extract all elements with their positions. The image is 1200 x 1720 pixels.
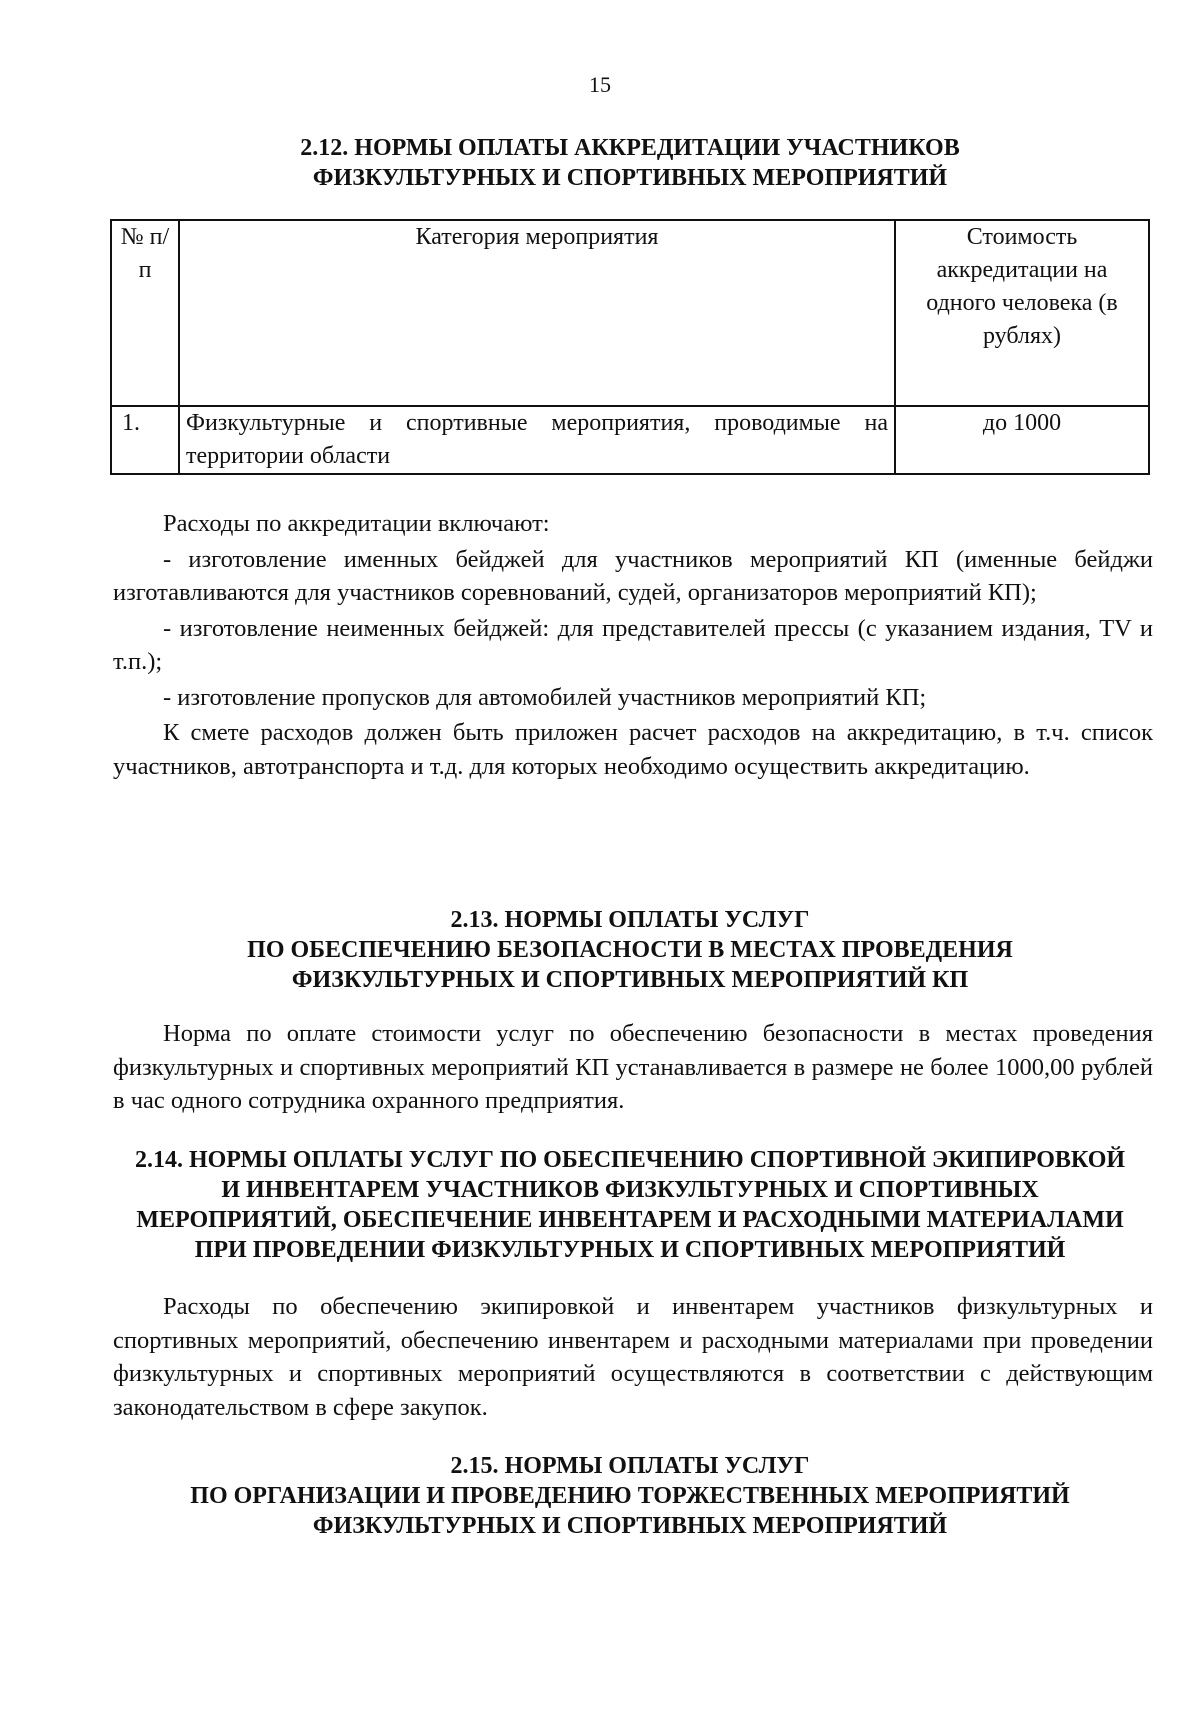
heading-line: ПО ОБЕСПЕЧЕНИЮ БЕЗОПАСНОСТИ В МЕСТАХ ПРОВЕДЕНИЯ bbox=[247, 937, 1013, 963]
row-num: 1. bbox=[111, 406, 179, 474]
row-category: Физкультурные и спортивные мероприятия, проводимые на территории области bbox=[179, 406, 895, 474]
heading-line: 2.14. НОРМЫ ОПЛАТЫ УСЛУГ ПО ОБЕСПЕЧЕНИЮ СПОРТИВНОЙ ЭКИПИРОВКОЙ bbox=[134, 1147, 1126, 1173]
heading-line: 2.12. НОРМЫ ОПЛАТЫ АККРЕДИТАЦИИ УЧАСТНИКОВ bbox=[300, 135, 960, 161]
heading-line: ПО ОРГАНИЗАЦИИ И ПРОВЕДЕНИЮ ТОРЖЕСТВЕННЫХ МЕРОПРИЯТИЙ bbox=[190, 1483, 1070, 1509]
paragraph: К смете расходов должен быть приложен расчет расходов на аккредитацию, в т.ч. список участников, автотранспорта и т.д. для которых необходимо осуществить аккредитацию. bbox=[113, 719, 1153, 780]
heading-line: 2.13. НОРМЫ ОПЛАТЫ УСЛУГ bbox=[450, 907, 810, 933]
page-number: 15 bbox=[589, 72, 611, 97]
section-2-13-body bbox=[113, 1017, 1153, 1118]
section-2-14-body bbox=[113, 1290, 1153, 1424]
section-2-12-body bbox=[113, 507, 1153, 783]
heading-line: ПРИ ПРОВЕДЕНИИ ФИЗКУЛЬТУРНЫХ И СПОРТИВНЫХ МЕРОПРИЯТИЙ bbox=[194, 1237, 1066, 1263]
paragraph: Расходы по аккредитации включают: bbox=[163, 510, 550, 537]
header-category: Категория мероприятия bbox=[179, 220, 895, 406]
heading-line: МЕРОПРИЯТИЙ, ОБЕСПЕЧЕНИЕ ИНВЕНТАРЕМ И РАСХОДНЫМИ МАТЕРИАЛАМИ bbox=[136, 1207, 1124, 1233]
header-cost: Стоимость аккредитации на одного человека (в рублях) bbox=[895, 220, 1149, 406]
table-header-row bbox=[111, 220, 1149, 406]
heading-line: И ИНВЕНТАРЕМ УЧАСТНИКОВ ФИЗКУЛЬТУРНЫХ И СПОРТИВНЫХ bbox=[221, 1177, 1039, 1203]
section-2-13-heading bbox=[110, 905, 1150, 995]
heading-line: ФИЗКУЛЬТУРНЫХ И СПОРТИВНЫХ МЕРОПРИЯТИЙ bbox=[312, 1513, 948, 1539]
paragraph: Норма по оплате стоимости услуг по обеспечению безопасности в местах проведения физкультурных и спортивных мероприятий КП устанавливается в размере не более 1000,00 рублей в час одного сотрудника охранного предприятия. bbox=[113, 1020, 1153, 1114]
row-cost: до 1000 bbox=[895, 406, 1149, 474]
heading-line: 2.15. НОРМЫ ОПЛАТЫ УСЛУГ bbox=[450, 1453, 810, 1479]
accreditation-table bbox=[110, 219, 1150, 475]
paragraph: - изготовление именных бейджей для участников мероприятий КП (именные бейджи изготавливаются для участников соревнований, судей, организаторов мероприятий КП); bbox=[113, 545, 1153, 606]
heading-line: ФИЗКУЛЬТУРНЫХ И СПОРТИВНЫХ МЕРОПРИЯТИЙ bbox=[312, 165, 948, 191]
paragraph: Расходы по обеспечению экипировкой и инвентарем участников физкультурных и спортивных мероприятий, обеспечению инвентарем и расходными материалами при проведении физкультурных и спортивных мероприятий осуществляются в соответствии с действующим законодательством в сфере закупок. bbox=[113, 1293, 1153, 1421]
section-2-14-heading bbox=[110, 1145, 1150, 1265]
paragraph: - изготовление пропусков для автомобилей участников мероприятий КП; bbox=[163, 683, 927, 711]
section-2-15-heading bbox=[110, 1451, 1150, 1541]
heading-line: ФИЗКУЛЬТУРНЫХ И СПОРТИВНЫХ МЕРОПРИЯТИЙ КП bbox=[291, 967, 969, 993]
paragraph: - изготовление неименных бейджей: для представителей прессы (с указанием издания, TV и т.п.); bbox=[113, 614, 1153, 675]
header-num: № п/п bbox=[111, 220, 179, 406]
section-2-12-heading bbox=[110, 133, 1150, 193]
table-row bbox=[111, 406, 1149, 474]
